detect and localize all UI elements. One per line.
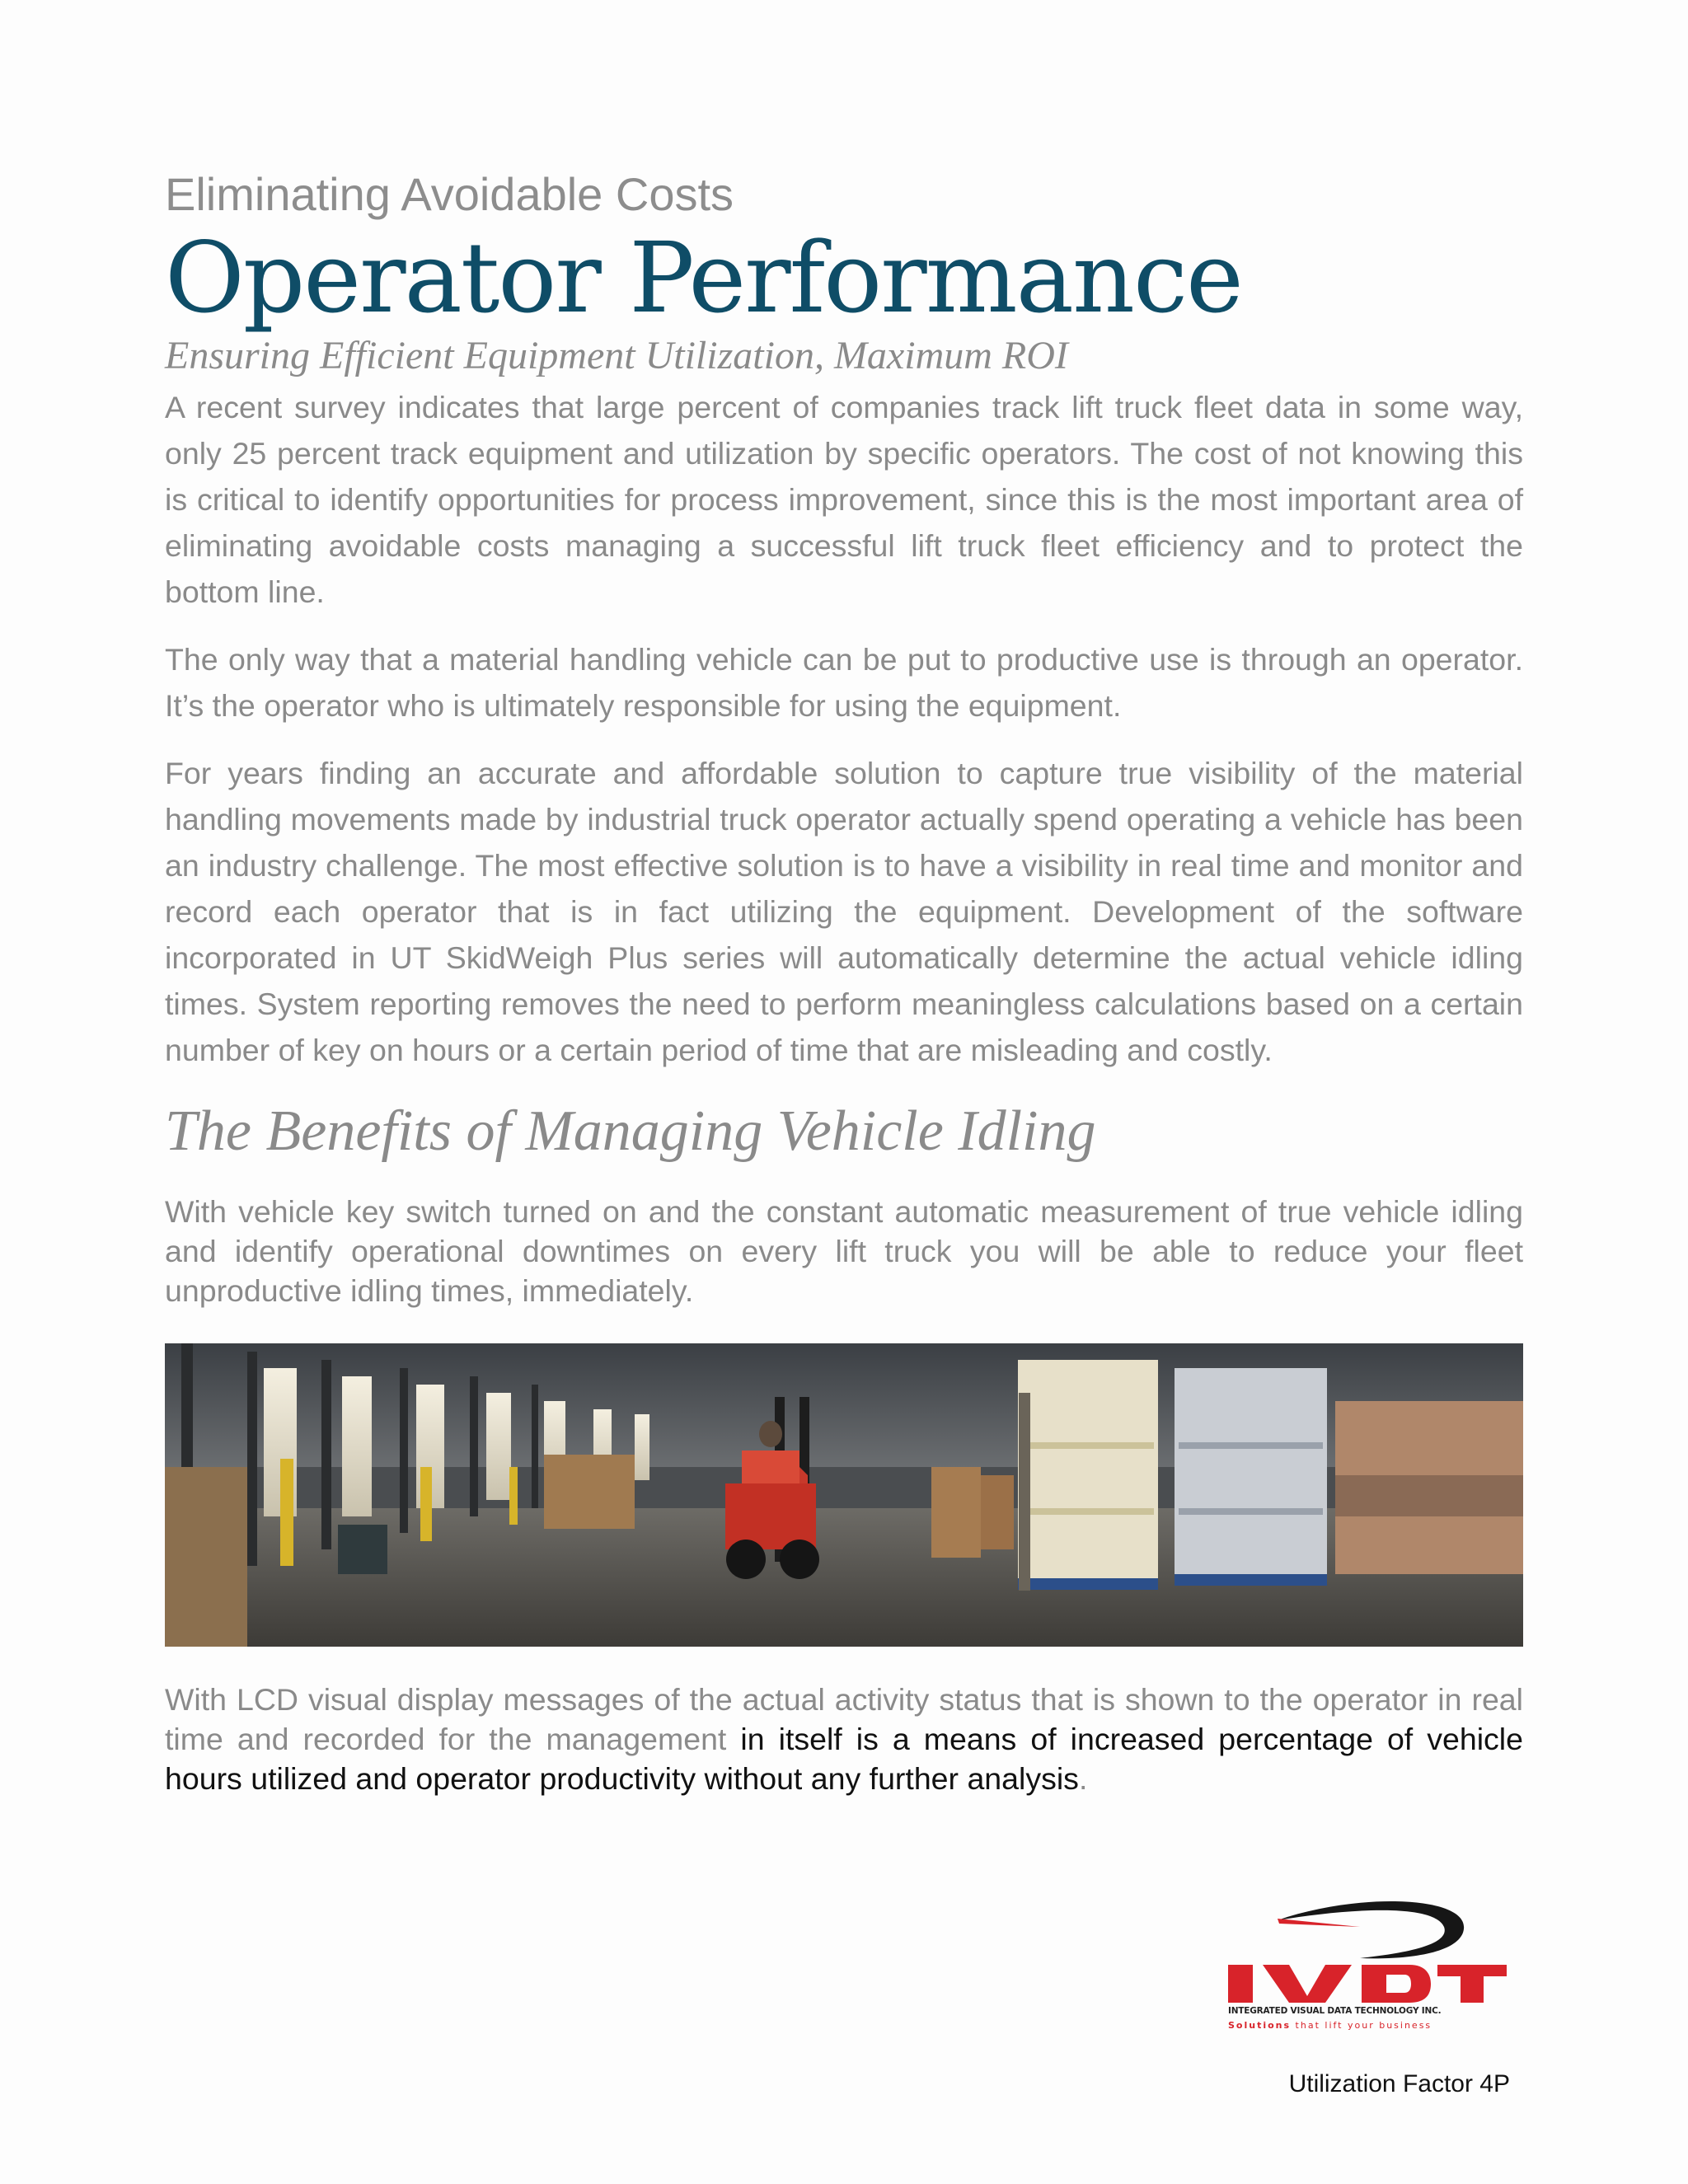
- logo-tagline-rest: that lift your business: [1295, 2020, 1432, 2031]
- ivdt-logo: [1228, 1896, 1508, 2036]
- page-content: [165, 165, 1523, 1798]
- closing-period: .: [1078, 1761, 1088, 1796]
- logo-company-name: INTEGRATED VISUAL DATA TECHNOLOGY INC.: [1228, 2006, 1442, 2016]
- page-subtitle: Ensuring Efficient Equipment Utilization, Maximum ROI: [165, 334, 1068, 377]
- logo-tagline-bold: Solutions: [1228, 2020, 1292, 2031]
- page-footer: Utilization Factor 4P: [1288, 2070, 1510, 2097]
- page-kicker: Eliminating Avoidable Costs: [165, 168, 734, 220]
- body-paragraph-2: The only way that a material handling vehicle can be put to productive use is through an operator. It’s the operator who is ultimately responsible for using the equipment.: [165, 642, 1523, 723]
- closing-emphasis-text: in itself is a means of increased percentage of vehicle hours utilized and operator productivity without any further analysis: [165, 1722, 1523, 1796]
- body-paragraph-1: A recent survey indicates that large percent of companies track lift truck fleet data in some way, only 25 percent track equipment and utilization by specific operators. The cost of not knowing this is critical to identify opportunities for process improvement, since this is the most important area of eliminating avoidable costs managing a successful lift truck fleet efficiency and to protect the bottom line.: [165, 390, 1523, 609]
- logo-tagline: [1228, 2020, 1508, 2031]
- page-title: Operator Performance: [165, 221, 1242, 335]
- section-heading: The Benefits of Managing Vehicle Idling: [165, 1099, 1096, 1163]
- closing-paragraph: [165, 1680, 1523, 1798]
- closing-grey-text: With LCD visual display messages of the actual activity status that is shown to the operator in real time and recorded for the management: [165, 1682, 1523, 1756]
- warehouse-forklift-photo: [165, 1343, 1523, 1647]
- body-paragraph-3: For years finding an accurate and affordable solution to capture true visibility of the material handling movements made by industrial truck operator actually spend operating a vehicle has been an industry challenge. The most effective solution is to have a visibility in real time and monitor and record each operator that is in fact utilizing the equipment. Development of the software incorporated in UT SkidWeigh Plus series will automatically determine the actual vehicle idling times. System reporting removes the need to perform meaningless calculations based on a certain number of key on hours or a certain period of time that are misleading and costly.: [165, 756, 1523, 1067]
- section-paragraph: With vehicle key switch turned on and the constant automatic measurement of true vehicle idling and identify operational downtimes on every lift truck you will be able to reduce your fleet unproductive idling times, immediately.: [165, 1194, 1523, 1308]
